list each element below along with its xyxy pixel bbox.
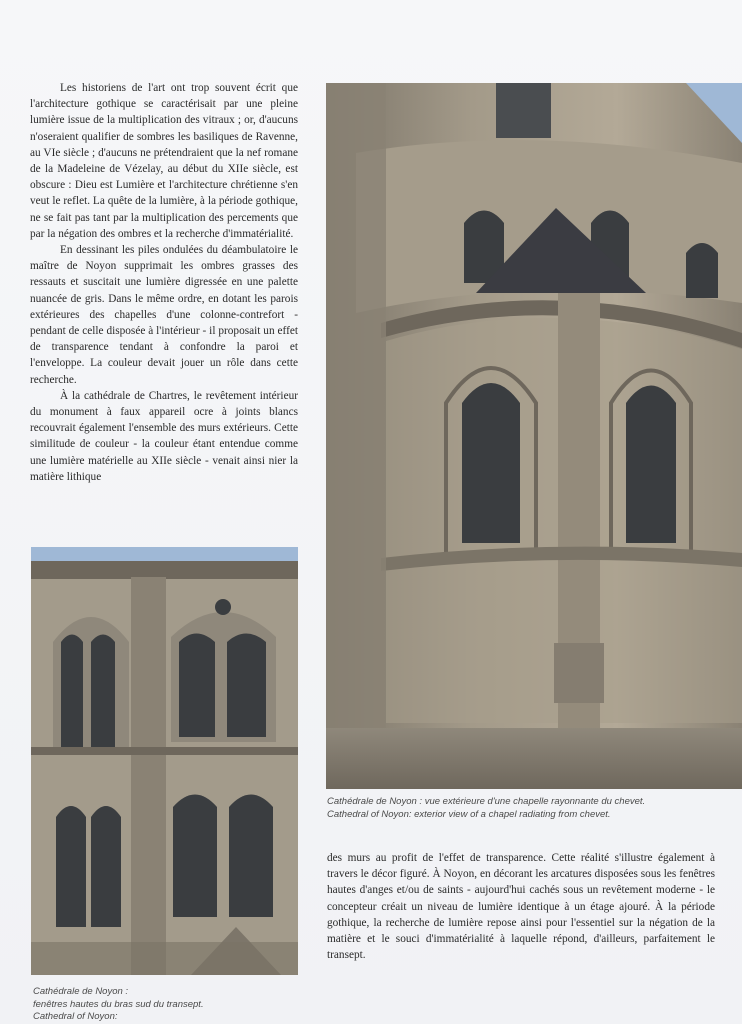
caption-left-line1: Cathédrale de Noyon : (33, 986, 129, 997)
caption-english: Cathedral of Noyon: exterior view of a chapel radiating from chevet. (327, 808, 611, 820)
paragraph-4: des murs au profit de l'effet de transparence. Cette réalité s'illustre également à travers le décor figuré. À Noyon, en décorant les arcatures disposées sous les fenêtres hautes d'anges et/ou de saints - aujourd'hui cachés sous un revêtement moderne - le concepteur créait un niveau de lumière identique à un étage ajouré. À la période gothique, la recherche de lumière repose ainsi pour l'essentiel sur la négation de la matière et le souci d'immatérialité à laquelle répond, d'ailleurs, parfaitement le transept. (327, 852, 715, 962)
paragraph-2: En dessinant les piles ondulées du déambulatoire le maître de Noyon supprimait les ombres grasses des ressauts et suscitait une lumière digressée en une palette nuancée de gris. Dans le même ordre, en dotant les parois extérieures des chapelles d'une colonne-contrefort - pendant de celle disposée à l'intérieur - il proposait un effet de transparence tendant à confondre la paroi et l'enveloppe. La couleur devait jouer un rôle dans cette recherche. (30, 244, 298, 386)
paragraph-3: À la cathédrale de Chartres, le revêtement intérieur du monument à faux appareil ocre à joints blancs recouvrait également l'ensemble des murs extérieurs. Cette similitude de couleur - la couleur étant entendue comme une lumière matérielle au XIIe siècle - venait ainsi nier la matière lithique (30, 389, 298, 483)
paragraph-1: Les historiens de l'art ont trop souvent écrit que l'architecture gothique se caractérisait par une pleine lumière issue de la multiplication des vitraux ; or, d'aucuns n'oseraient qualifier de sombres les basiliques de Ravenne, au VIe siècle ; d'aucuns ne prétendraient que la nef romane de la Madeleine de Vézelay, au début du XIIe siècle, est obscure : Dieu est Lumière et l'architecture chrétienne s'en veut le reflet. La quête de la lumière, à la période gothique, ne se fait pas tant par la multiplication des percements que par la négation des ombres et la recherche d'immatérialité. (30, 82, 298, 240)
transept-photo-caption (33, 986, 293, 1024)
caption-left-line3: Cathedral of Noyon: (33, 1011, 118, 1022)
transept-windows-photo (31, 547, 298, 975)
main-photo-caption (327, 796, 727, 821)
chevet-chapel-photo (326, 83, 742, 789)
caption-french: Cathédrale de Noyon : vue extérieure d'une chapelle rayonnante du chevet. (327, 796, 646, 807)
left-text-column (30, 80, 298, 485)
caption-left-line2: fenêtres hautes du bras sud du transept. (33, 998, 204, 1010)
right-text-column (327, 850, 715, 963)
